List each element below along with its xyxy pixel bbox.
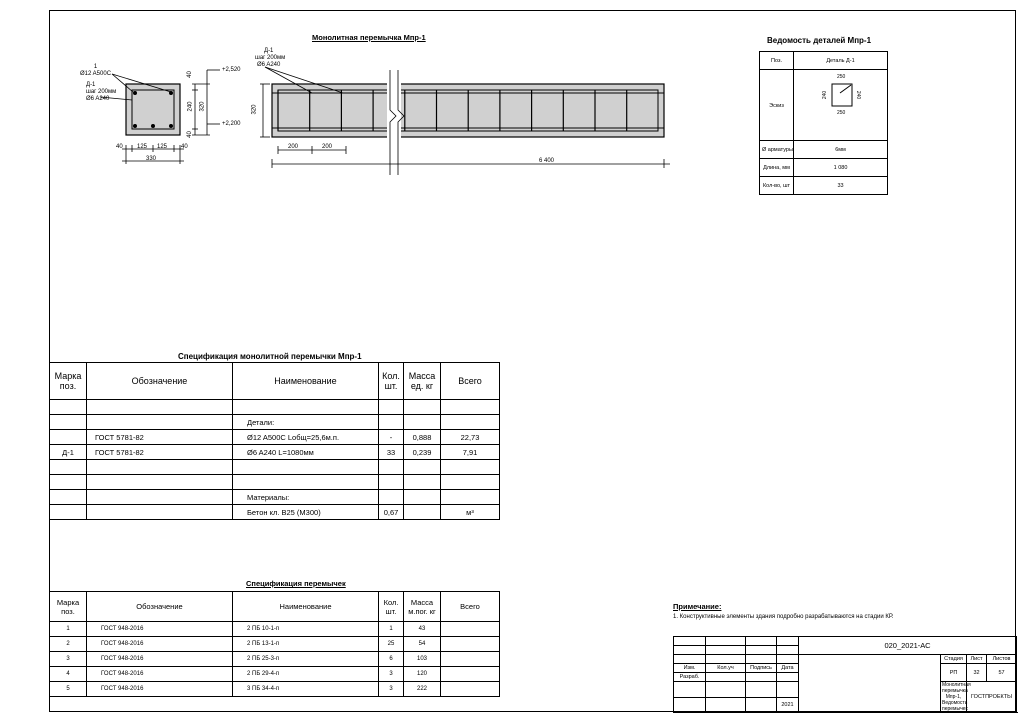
table-row — [674, 655, 1017, 664]
table-cell: 33 — [379, 445, 404, 460]
table-cell — [233, 400, 379, 415]
listov-header: Листов — [987, 655, 1017, 664]
column-header: Кол. шт. — [379, 363, 404, 400]
table-cell: 0,239 — [404, 445, 441, 460]
vd-label: Кол-во, шт — [760, 177, 794, 195]
dim-v-320: 320 — [199, 101, 206, 112]
table-cell: 2 — [50, 637, 87, 652]
vd-sketch — [794, 70, 888, 141]
table-cell: 120 — [404, 667, 441, 682]
table-cell — [379, 460, 404, 475]
column-header: Марка поз. — [50, 363, 87, 400]
elev-bottom-label: +2,200 — [222, 121, 241, 127]
table-cell: 2 ПБ 10-1-п — [233, 622, 379, 637]
stirrup-sketch — [831, 83, 853, 107]
table-row — [50, 400, 500, 415]
table-cell: Д-1 — [50, 445, 87, 460]
table-row — [50, 505, 500, 520]
dim-h-125-right: 125 — [157, 144, 168, 150]
list-header: Лист — [967, 655, 987, 664]
year: 2021 — [777, 697, 799, 713]
spec1-title: Спецификация монолитной перемычки Мпр-1 — [178, 352, 362, 361]
table-cell: 222 — [404, 682, 441, 697]
table-cell — [441, 652, 500, 667]
dim-h-125-left: 125 — [137, 144, 148, 150]
table-cell — [50, 430, 87, 445]
column-header: Масса м.пог. кг — [404, 592, 441, 622]
vd-value: 6мм — [794, 141, 888, 159]
table-cell — [50, 490, 87, 505]
sketch-top: 250 — [837, 74, 846, 80]
vd-label: Эскиз — [760, 70, 794, 141]
table-row — [50, 490, 500, 505]
table-row — [760, 70, 888, 141]
step-dim-2: 200 — [322, 144, 333, 150]
table-cell: ГОСТ 5781-82 — [87, 445, 233, 460]
table-cell — [441, 460, 500, 475]
table-cell — [87, 505, 233, 520]
vedomost-table — [759, 51, 888, 195]
table-row — [760, 177, 888, 195]
table-row — [50, 637, 500, 652]
table-cell — [87, 400, 233, 415]
table-cell: 43 — [404, 622, 441, 637]
table-cell — [50, 460, 87, 475]
table-cell: 25 — [379, 637, 404, 652]
listov-value: 57 — [987, 664, 1017, 682]
drawing-title: Монолитная перемычка Мпр-1 — [312, 33, 426, 42]
table-cell: 3 — [379, 667, 404, 682]
table-cell: Ø6 A240 L=1080мм — [233, 445, 379, 460]
vd-value: 33 — [794, 177, 888, 195]
vd-value: Деталь Д-1 — [794, 52, 888, 70]
column-header: Кол. шт. — [379, 592, 404, 622]
table-row — [50, 475, 500, 490]
table-row — [50, 460, 500, 475]
table-cell — [379, 490, 404, 505]
bar-dot — [169, 124, 172, 127]
length-dim: 6 400 — [539, 158, 555, 164]
table-cell: ГОСТ 948-2016 — [87, 622, 233, 637]
table-cell — [404, 460, 441, 475]
column-header: Масса ед. кг — [404, 363, 441, 400]
table-cell: 7,91 — [441, 445, 500, 460]
stadia-value: РП — [941, 664, 967, 682]
table-row — [760, 52, 888, 70]
title-block — [673, 636, 1017, 713]
table-cell: Материалы: — [233, 490, 379, 505]
table-row — [760, 141, 888, 159]
table-cell: 54 — [404, 637, 441, 652]
bar-dot — [133, 124, 136, 127]
table-cell — [441, 682, 500, 697]
doc-code: 020_2021-АС — [799, 637, 1017, 655]
spec2-table — [49, 591, 500, 697]
vd-label: Поз. — [760, 52, 794, 70]
table-cell — [379, 415, 404, 430]
dim-h-40-left: 40 — [116, 144, 123, 150]
table-cell: 2 ПБ 13-1-п — [233, 637, 379, 652]
table-cell: 0,67 — [379, 505, 404, 520]
beam-drawing — [60, 40, 680, 175]
table-row — [674, 637, 1017, 646]
col-data: Дата — [777, 664, 799, 673]
list-value: 32 — [967, 664, 987, 682]
col-izm: Изм. — [674, 664, 706, 673]
table-cell: 1 — [379, 622, 404, 637]
table-cell: 3 — [379, 682, 404, 697]
org-name: ГОСТПРОЕКТЫ — [967, 682, 1017, 713]
table-cell: 2 ПБ 25-3-п — [233, 652, 379, 667]
vd-value: 1 080 — [794, 159, 888, 177]
table-cell: ГОСТ 948-2016 — [87, 682, 233, 697]
table-cell: 2 ПБ 29-4-п — [233, 667, 379, 682]
table-cell: 22,73 — [441, 430, 500, 445]
table-cell: Детали: — [233, 415, 379, 430]
table-cell — [50, 400, 87, 415]
col-podpis: Подпись — [746, 664, 777, 673]
column-header: Обозначение — [87, 592, 233, 622]
table-header-row — [50, 363, 500, 400]
column-header: Наименование — [233, 363, 379, 400]
spec2-title: Спецификация перемычек — [246, 579, 346, 588]
dim-v-40-bottom: 40 — [186, 131, 193, 138]
table-cell: ГОСТ 5781-82 — [87, 430, 233, 445]
table-cell: 3 ПБ 34-4-п — [233, 682, 379, 697]
table-cell — [441, 667, 500, 682]
bar1-label: 1 Ø12 A500C — [80, 64, 112, 77]
sketch-left: 240 — [822, 90, 829, 100]
table-row — [50, 667, 500, 682]
table-header-row — [50, 592, 500, 622]
table-row — [50, 445, 500, 460]
table-cell — [404, 490, 441, 505]
elev-height-dim: 320 — [251, 104, 258, 115]
vd-label: Длина, мм — [760, 159, 794, 177]
table-cell: 1 — [50, 622, 87, 637]
table-row — [50, 430, 500, 445]
table-cell: ГОСТ 948-2016 — [87, 637, 233, 652]
table-cell: 4 — [50, 667, 87, 682]
table-cell — [87, 460, 233, 475]
note-text: 1. Конструктивные элементы здания подробно разрабатываются на стадии КР. — [673, 614, 894, 620]
column-header: Всего — [441, 592, 500, 622]
table-cell — [50, 505, 87, 520]
step-dim-1: 200 — [288, 144, 299, 150]
col-koluch: Кол.уч — [706, 664, 746, 673]
stirrup-label-section: Д-1 шаг 200мм Ø6 A240 — [86, 82, 117, 102]
table-cell — [404, 415, 441, 430]
dim-h-40-right: 40 — [181, 144, 188, 150]
table-cell — [50, 475, 87, 490]
table-cell — [87, 475, 233, 490]
bar-dot — [151, 124, 154, 127]
table-cell — [50, 415, 87, 430]
table-cell: м³ — [441, 505, 500, 520]
column-header: Всего — [441, 363, 500, 400]
dim-v-40-top: 40 — [186, 71, 193, 78]
column-header: Наименование — [233, 592, 379, 622]
table-cell — [233, 475, 379, 490]
dim-v-240: 240 — [187, 101, 194, 112]
table-cell: ГОСТ 948-2016 — [87, 667, 233, 682]
stadia-header: Стадия — [941, 655, 967, 664]
table-cell — [441, 415, 500, 430]
table-row — [50, 415, 500, 430]
table-cell — [404, 400, 441, 415]
table-row — [50, 622, 500, 637]
table-cell — [404, 505, 441, 520]
table-cell — [404, 475, 441, 490]
table-cell — [441, 637, 500, 652]
table-cell: 6 — [379, 652, 404, 667]
sketch-right: 240 — [855, 90, 862, 100]
table-row — [50, 652, 500, 667]
table-cell — [379, 475, 404, 490]
table-cell — [87, 490, 233, 505]
table-cell: ГОСТ 948-2016 — [87, 652, 233, 667]
sheet-title: Монолитная перемычка Мпр-1, Ведомость перемычек — [942, 682, 971, 712]
table-cell — [441, 400, 500, 415]
note-title: Примечание: — [673, 602, 722, 611]
vd-label: Ø арматуры — [760, 141, 794, 159]
dim-h-total: 330 — [146, 156, 157, 162]
column-header: Марка поз. — [50, 592, 87, 622]
table-cell: 3 — [50, 652, 87, 667]
bar-dot — [133, 91, 136, 94]
vedomost-title: Ведомость деталей Мпр-1 — [767, 36, 872, 45]
table-cell: 5 — [50, 682, 87, 697]
beam-elevation — [260, 67, 670, 175]
sketch-bottom: 250 — [837, 110, 846, 116]
spec1-table — [49, 362, 500, 520]
table-cell — [441, 490, 500, 505]
table-cell: 103 — [404, 652, 441, 667]
table-row — [760, 159, 888, 177]
table-cell — [87, 415, 233, 430]
table-cell — [441, 622, 500, 637]
table-cell — [379, 400, 404, 415]
table-cell — [233, 460, 379, 475]
table-cell — [441, 475, 500, 490]
table-cell: - — [379, 430, 404, 445]
stirrup-label-elevation: Д-1 шаг 200мм Ø6 A240 — [255, 48, 286, 68]
razrab-label: Разраб. — [674, 673, 706, 682]
table-cell: 0,888 — [404, 430, 441, 445]
elev-top-label: +2,520 — [222, 67, 241, 73]
table-cell: Бетон кл. В25 (М300) — [233, 505, 379, 520]
table-row — [50, 682, 500, 697]
table-cell: Ø12 A500C Lобщ=25,6м.п. — [233, 430, 379, 445]
column-header: Обозначение — [87, 363, 233, 400]
